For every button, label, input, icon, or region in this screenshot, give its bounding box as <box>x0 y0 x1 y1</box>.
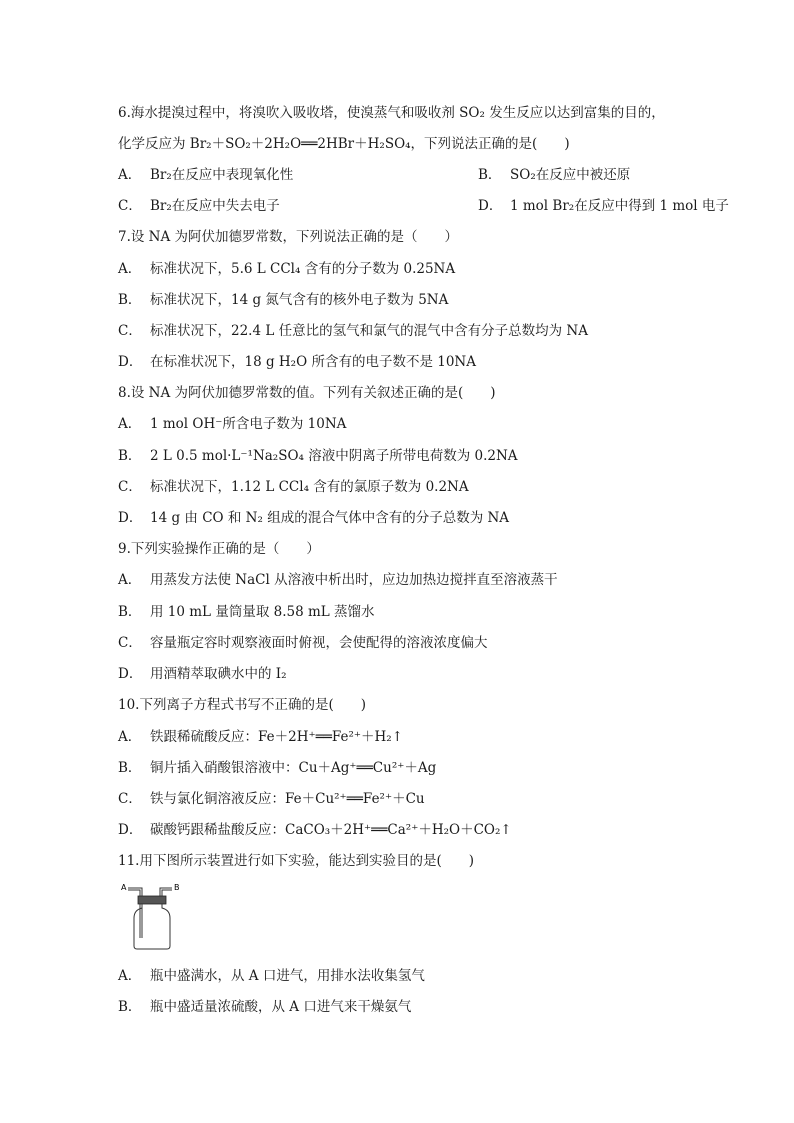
option-text: 1 mol Br₂在反应中得到 1 mol 电子 <box>510 198 729 214</box>
question-8-option-a <box>118 415 346 433</box>
option-text: 1 mol OH⁻所含电子数为 10NA <box>150 416 347 432</box>
option-text: 用酒精萃取碘水中的 I₂ <box>150 666 287 682</box>
question-11-stem: 11.用下图所示装置进行如下实验，能达到实验目的是( ) <box>118 853 475 869</box>
question-9-stem: 9.下列实验操作正确的是（ ） <box>118 541 320 557</box>
question-9-option-c <box>118 634 488 652</box>
question-8-stem: 8.设 NA 为阿伏加德罗常数的值。下列有关叙述正确的是( ) <box>118 385 496 401</box>
question-8-option-c <box>118 478 469 496</box>
option-text: SO₂在反应中被还原 <box>510 167 631 183</box>
option-letter: C． <box>118 479 142 495</box>
option-letter: C． <box>118 198 142 214</box>
question-10-option-a <box>118 728 403 746</box>
option-letter: B． <box>118 760 142 776</box>
option-text: 标准状况下，5.6 L CCl₄ 含有的分子数为 0.25NA <box>150 261 456 277</box>
option-text: 14 g 由 CO 和 N₂ 组成的混合气体中含有的分子总数为 NA <box>150 510 510 526</box>
option-letter: C． <box>118 323 142 339</box>
option-letter: B． <box>118 292 142 308</box>
option-b <box>478 166 630 184</box>
option-text: 标准状况下，22.4 L 任意比的氢气和氯气的混气中含有分子总数均为 NA <box>150 323 588 339</box>
option-text: 瓶中盛满水，从 A 口进气，用排水法收集氢气 <box>150 968 425 984</box>
option-letter: A． <box>118 968 142 984</box>
option-text: Br₂在反应中表现氧化性 <box>150 167 294 183</box>
option-letter: D． <box>118 354 143 370</box>
question-10-option-b <box>118 759 436 777</box>
option-letter: D． <box>118 822 143 838</box>
gas-washing-bottle-figure <box>120 882 184 952</box>
option-letter: D． <box>118 510 143 526</box>
option-letter: A． <box>118 729 142 745</box>
question-7-option-d <box>118 353 476 371</box>
question-9-option-d <box>118 665 287 683</box>
option-text: 容量瓶定容时观察液面时俯视，会使配得的溶液浓度偏大 <box>150 635 488 651</box>
question-6-options-cd <box>118 197 729 215</box>
question-9-option-a <box>118 571 558 589</box>
question-6-stem-line1: 6.海水提溴过程中，将溴吹入吸收塔，使溴蒸气和吸收剂 SO₂ 发生反应以达到富集的目的， <box>118 105 665 121</box>
question-11-option-a <box>118 967 425 985</box>
question-9-option-b <box>118 603 375 621</box>
option-d <box>478 197 729 215</box>
question-7-stem: 7.设 NA 为阿伏加德罗常数，下列说法正确的是（ ） <box>118 229 459 245</box>
question-8-option-b <box>118 447 518 465</box>
question-10-stem: 10.下列离子方程式书写不正确的是( ) <box>118 697 367 713</box>
option-text: 瓶中盛适量浓硫酸，从 A 口进气来干燥氨气 <box>150 999 412 1015</box>
question-8-option-d <box>118 509 509 527</box>
option-text: 用 10 mL 量筒量取 8.58 mL 蒸馏水 <box>150 604 375 620</box>
option-letter: B． <box>118 448 142 464</box>
question-10-option-c <box>118 790 425 808</box>
option-text: 在标准状况下，18 g H₂O 所含有的电子数不是 10NA <box>150 354 476 370</box>
option-text: 铁与氯化铜溶液反应：Fe＋Cu²⁺══Fe²⁺＋Cu <box>150 791 425 807</box>
option-text: 铁跟稀硫酸反应：Fe＋2H⁺══Fe²⁺＋H₂↑ <box>150 729 404 745</box>
option-letter: B． <box>118 999 142 1015</box>
option-letter: D． <box>118 666 143 682</box>
option-letter: B． <box>118 604 142 620</box>
question-6-options-ab <box>118 166 631 184</box>
option-text: 铜片插入硝酸银溶液中：Cu＋Ag⁺══Cu²⁺＋Ag <box>150 760 437 776</box>
option-text: Br₂在反应中失去电子 <box>150 198 280 214</box>
question-10-option-d <box>118 821 512 839</box>
option-letter: D． <box>478 198 503 214</box>
question-7-option-c <box>118 322 588 340</box>
option-letter: C． <box>118 635 142 651</box>
option-letter: A． <box>118 261 142 277</box>
question-7-option-a <box>118 260 455 278</box>
option-text: 用蒸发方法使 NaCl 从溶液中析出时，应边加热边搅拌直至溶液蒸干 <box>150 572 558 588</box>
option-text: 标准状况下，14 g 氮气含有的核外电子数为 5NA <box>150 292 449 308</box>
option-text: 标准状况下，1.12 L CCl₄ 含有的氯原子数为 0.2NA <box>150 479 469 495</box>
option-letter: A． <box>118 416 142 432</box>
port-a-label: A <box>121 883 127 892</box>
option-text: 2 L 0.5 mol·L⁻¹Na₂SO₄ 溶液中阴离子所带电荷数为 0.2NA <box>150 448 518 464</box>
question-7-option-b <box>118 291 448 309</box>
option-letter: C． <box>118 791 142 807</box>
option-letter: B． <box>478 167 502 183</box>
question-11-option-b <box>118 998 411 1016</box>
option-text: 碳酸钙跟稀盐酸反应：CaCO₃＋2H⁺══Ca²⁺＋H₂O＋CO₂↑ <box>150 822 512 838</box>
option-letter: A． <box>118 167 142 183</box>
question-6-stem-line2: 化学反应为 Br₂＋SO₂＋2H₂O══2HBr＋H₂SO₄，下列说法正确的是( ) <box>118 136 570 152</box>
option-letter: A． <box>118 572 142 588</box>
port-b-label: B <box>174 883 180 892</box>
